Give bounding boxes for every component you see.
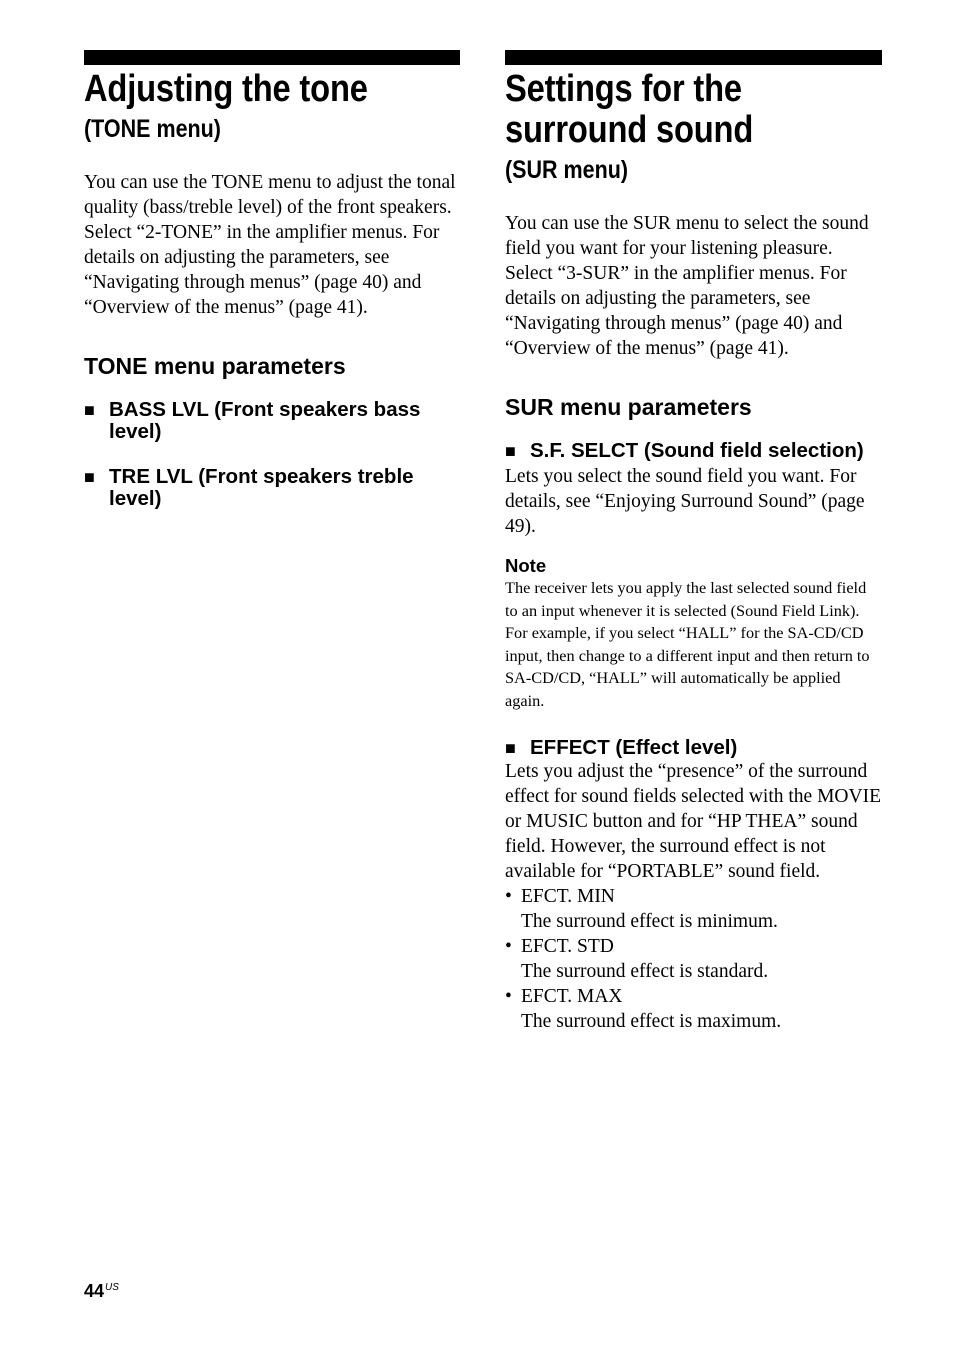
parameter-heading — [84, 399, 460, 443]
parameter-heading — [505, 737, 882, 759]
list-item — [505, 984, 882, 1034]
parameter-heading — [84, 466, 460, 510]
intro-text — [505, 211, 882, 361]
square-bullet-icon: ■ — [84, 400, 95, 420]
parameter-label: EFFECT (Effect level) — [530, 735, 738, 759]
square-bullet-icon: ■ — [505, 737, 516, 758]
option-name: EFCT. STD — [521, 935, 614, 957]
note-title: Note — [505, 555, 547, 576]
parameter-heading — [505, 440, 882, 462]
section-subtitle: (SUR menu) — [505, 156, 629, 184]
section-subtitle: (TONE menu) — [84, 115, 221, 143]
intro-text — [84, 170, 460, 320]
bullet-icon: • — [505, 885, 512, 907]
section-rule — [505, 50, 882, 65]
section-title: Settings for the surround sound — [505, 68, 754, 151]
square-bullet-icon: ■ — [84, 467, 95, 487]
parameters-heading: TONE menu parameters — [84, 353, 346, 379]
option-list — [505, 884, 882, 1034]
page-number-suffix: US — [105, 1282, 119, 1293]
intro-paragraph: You can use the SUR menu to select the sound field you want for your listening pleasure. — [505, 213, 869, 259]
option-description: The surround effect is minimum. — [521, 910, 778, 932]
option-description: The surround effect is standard. — [521, 960, 769, 982]
parameter-label: S.F. SELCT (Sound field selection) — [530, 439, 864, 462]
option-name: EFCT. MAX — [521, 985, 623, 1007]
bullet-icon: • — [505, 985, 512, 1007]
page-number — [84, 1281, 119, 1302]
section-title: Adjusting the tone — [84, 68, 368, 110]
parameter-label: BASS LVL (Front speakers bass level) — [109, 398, 421, 443]
note-text: The receiver lets you apply the last selected sound field to an input whenever it is selected (Sound Field Link). For example, if you select “HALL” for the SA-CD/CD input, then change to a different input and then return to SA-CD/CD, “HALL” will automatically be applied again. — [505, 578, 870, 710]
parameter-description: Lets you select the sound field you want. For details, see “Enjoying Surround Sound” (page 49). — [505, 466, 865, 537]
bullet-icon: • — [505, 935, 512, 957]
list-item — [505, 934, 882, 984]
square-bullet-icon: ■ — [505, 441, 516, 461]
intro-paragraph: Select “2-TONE” in the amplifier menus. For details on adjusting the parameters, see “Navigating through menus” (page 40) and “Overview of the menus” (page 41). — [84, 222, 440, 318]
page-number-value: 44 — [84, 1281, 105, 1301]
parameters-heading: SUR menu parameters — [505, 394, 752, 420]
intro-paragraph: Select “3-SUR” in the amplifier menus. For details on adjusting the parameters, see “Navigating through menus” (page 40) and “Overview of the menus” (page 41). — [505, 263, 847, 359]
option-description: The surround effect is maximum. — [521, 1010, 782, 1032]
option-name: EFCT. MIN — [521, 885, 615, 907]
intro-paragraph: You can use the TONE menu to adjust the tonal quality (bass/treble level) of the front speakers. — [84, 172, 456, 218]
right-column — [505, 50, 882, 1034]
parameter-description: Lets you adjust the “presence” of the surround effect for sound fields selected with the MOVIE or MUSIC button and for “HP THEA” sound field. However, the surround effect is not available for “PORTABLE” sound field. — [505, 760, 881, 882]
list-item — [505, 884, 882, 934]
section-rule — [84, 50, 460, 65]
parameter-label: TRE LVL (Front speakers treble level) — [109, 465, 414, 510]
left-column — [84, 50, 460, 510]
